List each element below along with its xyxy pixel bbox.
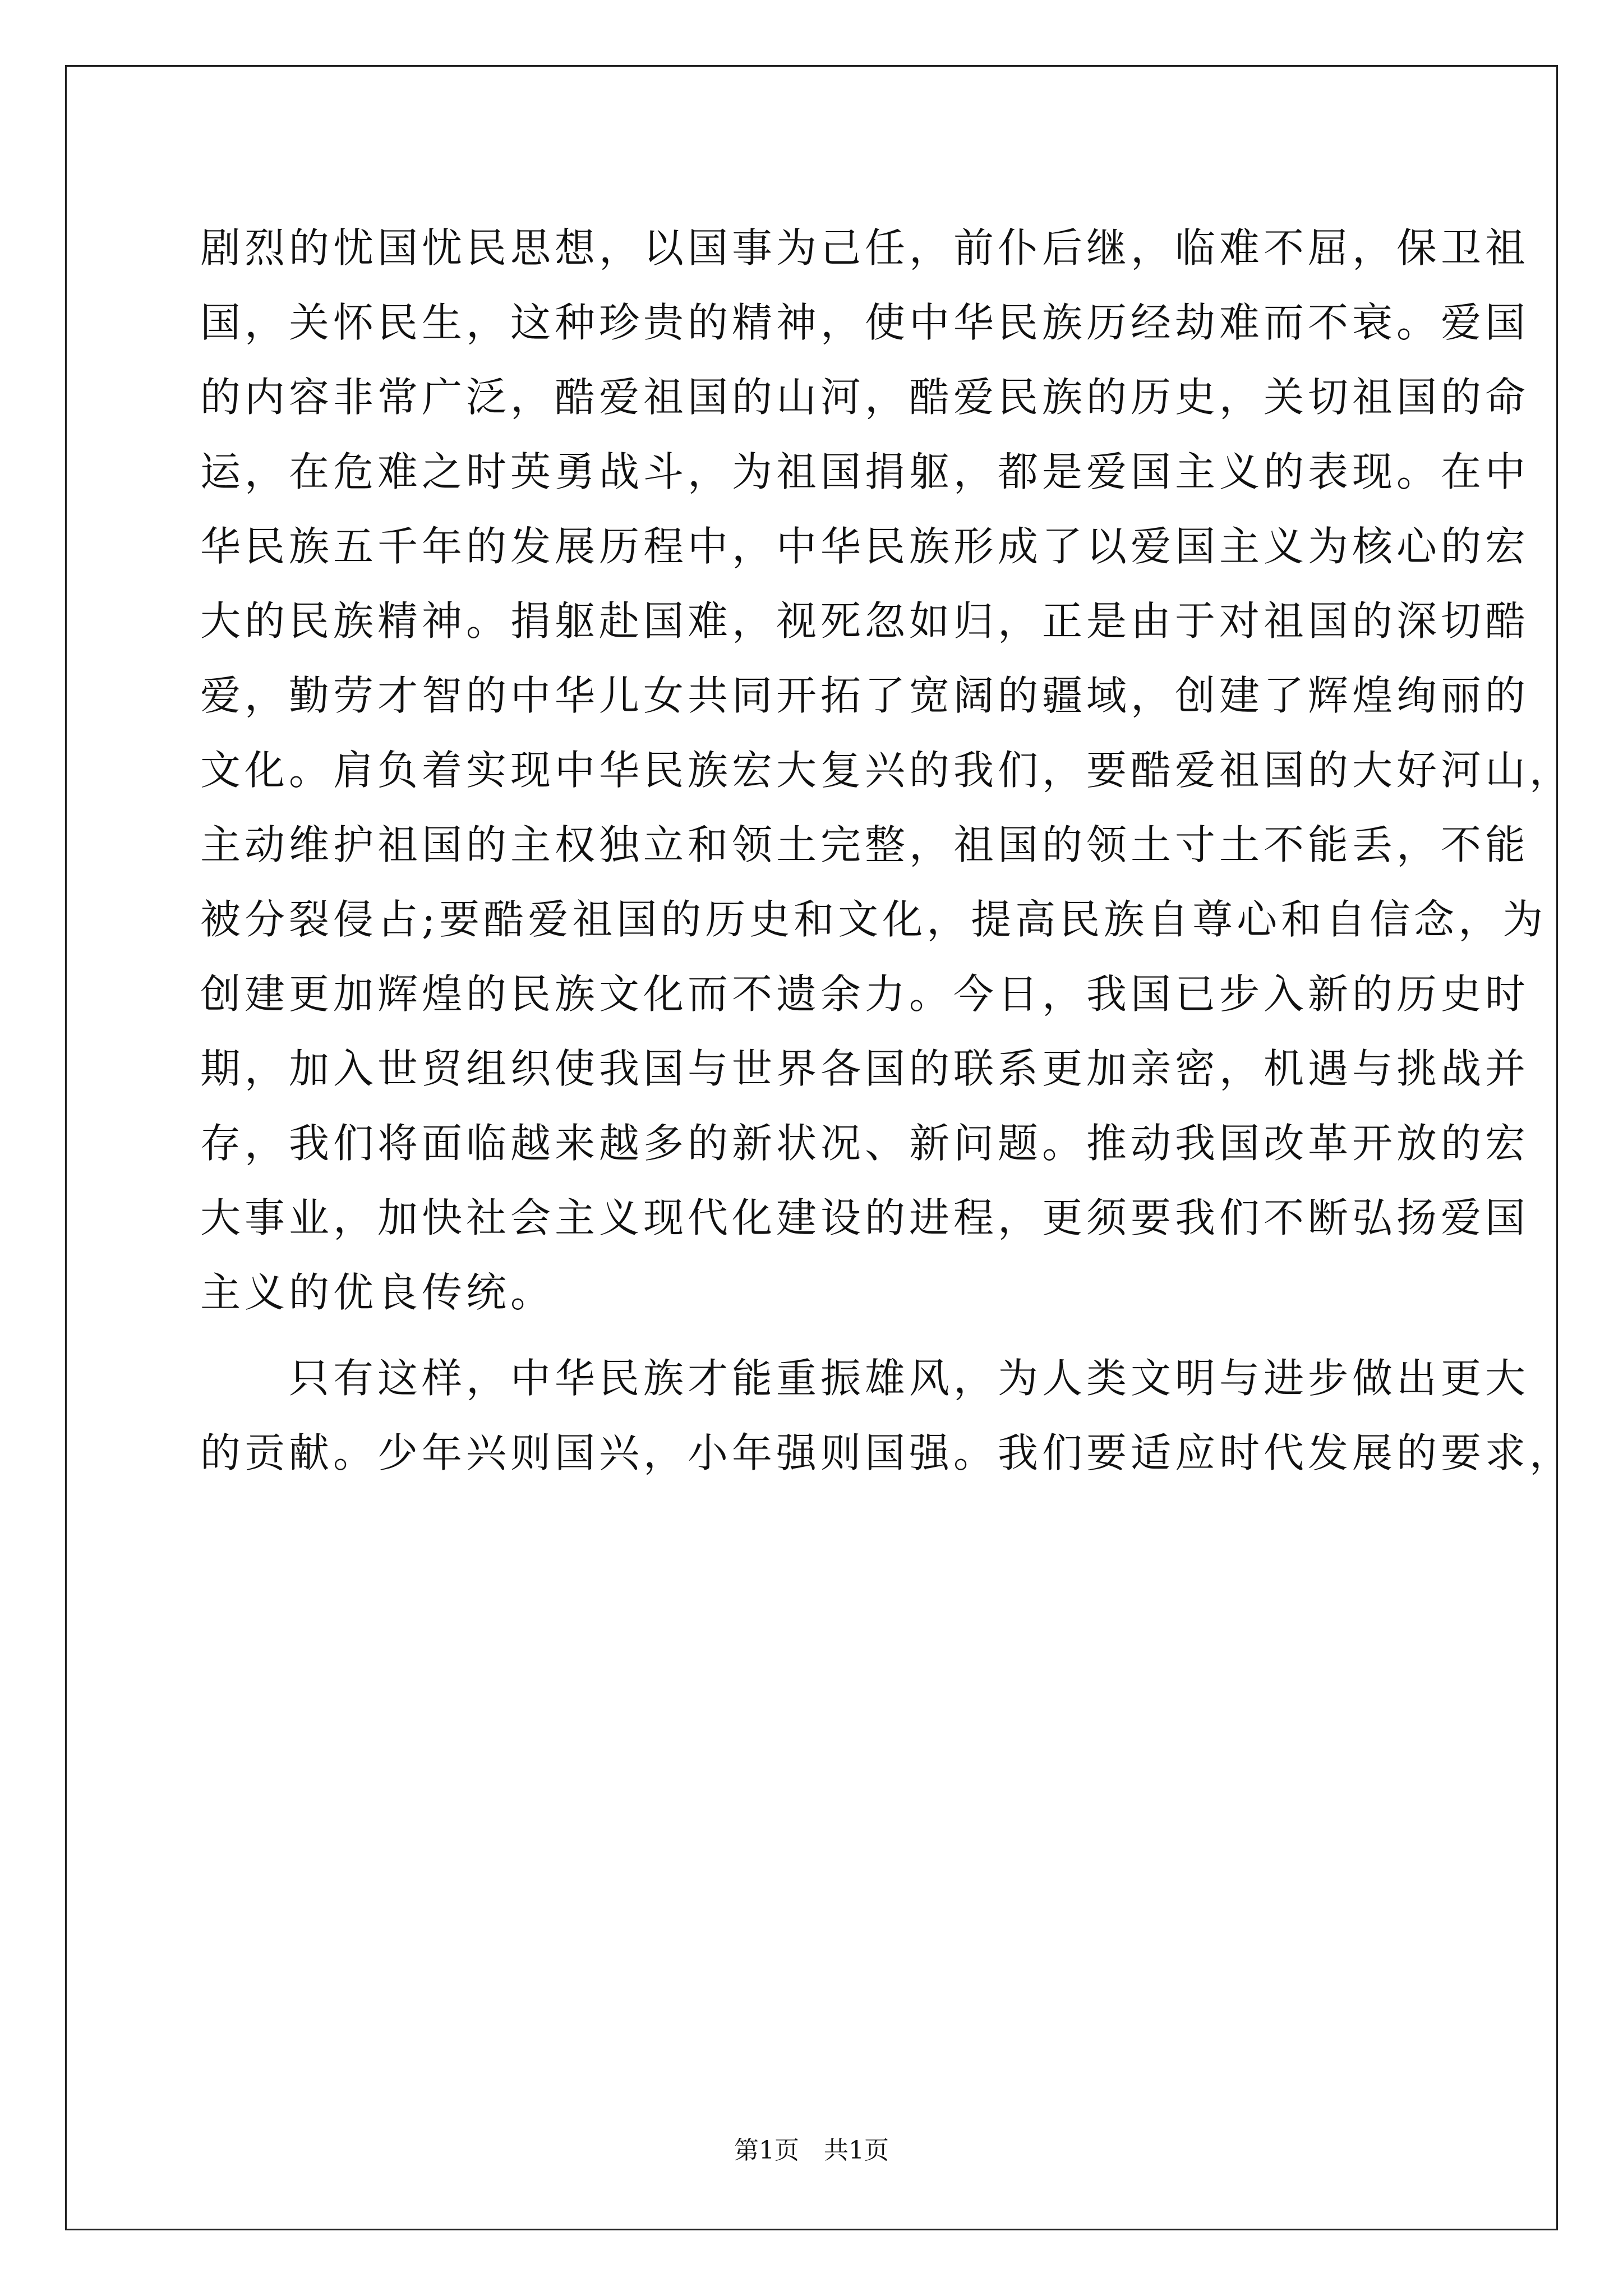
body-text-line: 国，关怀民生，这种珍贵的精神，使中华民族历经劫难而不衰。爱国 — [200, 299, 1530, 346]
body-text-line: 大事业，加快社会主义现代化建设的进程，更须要我们不断弘扬爱国 — [200, 1194, 1530, 1241]
body-text-line: 创建更加辉煌的民族文化而不遗余力。今日，我国已步入新的历史时 — [200, 970, 1530, 1018]
body-text-line: 被分裂侵占;要酷爱祖国的历史和文化，提高民族自尊心和自信念，为 — [200, 896, 1547, 943]
page-number-footer: 第1页 共1页 — [734, 2136, 889, 2165]
body-text-line: 的内容非常广泛，酷爱祖国的山河，酷爱民族的历史，关切祖国的命 — [200, 374, 1530, 421]
body-text-line: 剧烈的忧国忧民思想，以国事为己任，前仆后继，临难不屈，保卫祖 — [200, 224, 1530, 272]
body-text-line: 的贡献。少年兴则国兴，小年强则国强。我们要适应时代发展的要求， — [200, 1429, 1574, 1476]
body-text-line: 大的民族精神。捐躯赴国难，视死忽如归，正是由于对祖国的深切酷 — [200, 597, 1530, 645]
body-text-line: 文化。肩负着实现中华民族宏大复兴的我们，要酷爱祖国的大好河山， — [200, 747, 1574, 794]
body-text-line: 主义的优良传统。 — [200, 1269, 555, 1316]
body-text-line: 华民族五千年的发展历程中，中华民族形成了以爱国主义为核心的宏 — [200, 523, 1530, 570]
body-text-line: 主动维护祖国的主权独立和领土完整，祖国的领土寸土不能丢，不能 — [200, 821, 1530, 868]
body-text-line: 运，在危难之时英勇战斗，为祖国捐躯，都是爱国主义的表现。在中 — [200, 448, 1530, 495]
body-text-line: 只有这样，中华民族才能重振雄风，为人类文明与进步做出更大 — [200, 1355, 1530, 1402]
body-text-line: 爱，勤劳才智的中华儿女共同开拓了宽阔的疆域，创建了辉煌绚丽的 — [200, 672, 1530, 719]
body-text-line: 存，我们将面临越来越多的新状况、新问题。推动我国改革开放的宏 — [200, 1120, 1530, 1167]
body-text-line: 期，加入世贸组织使我国与世界各国的联系更加亲密，机遇与挑战并 — [200, 1045, 1530, 1092]
